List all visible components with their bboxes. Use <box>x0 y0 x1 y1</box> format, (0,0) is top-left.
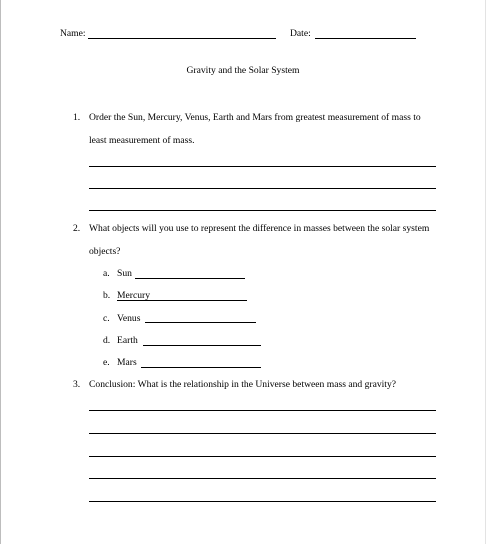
item-d-letter: d. <box>103 335 111 346</box>
question-3-text-line1: Conclusion: What is the relationship in the Universe between mass and gravity? <box>89 379 397 390</box>
answer-line[interactable] <box>89 210 436 211</box>
item-d-label: Earth <box>117 335 138 346</box>
answer-line[interactable] <box>89 456 436 457</box>
question-1-text-line1: Order the Sun, Mercury, Venus, Earth and Mars from greatest measurement of mass to <box>89 112 421 123</box>
question-3-number: 3. <box>73 379 81 390</box>
question-1-number: 1. <box>73 112 81 123</box>
item-a-answer-line[interactable] <box>135 278 245 279</box>
item-a-letter: a. <box>103 268 110 279</box>
item-a-label: Sun <box>117 268 132 279</box>
item-c-letter: c. <box>103 313 110 324</box>
item-d-answer-line[interactable] <box>143 345 261 346</box>
item-b-label: Mercury <box>117 290 151 301</box>
answer-line[interactable] <box>89 478 436 479</box>
item-c-label: Venus <box>117 313 141 324</box>
item-e-label: Mars <box>117 357 137 368</box>
answer-line[interactable] <box>89 501 436 502</box>
answer-line[interactable] <box>89 410 436 411</box>
item-e-answer-line[interactable] <box>141 367 261 368</box>
date-label: Date: <box>290 28 311 39</box>
question-2-number: 2. <box>73 223 81 234</box>
question-2-text-line1: What objects will you use to represent the difference in masses between the solar system <box>89 223 430 234</box>
item-c-answer-line[interactable] <box>145 322 256 323</box>
name-label: Name: <box>60 28 86 39</box>
question-1-text-line2: least measurement of mass. <box>89 135 195 146</box>
item-b-answer-line[interactable] <box>117 300 247 301</box>
date-field-line[interactable] <box>315 38 416 39</box>
question-2-text-line2: objects? <box>89 246 121 257</box>
answer-line[interactable] <box>89 188 436 189</box>
item-e-letter: e. <box>103 357 110 368</box>
item-b-letter: b. <box>103 290 111 301</box>
answer-line[interactable] <box>89 166 436 167</box>
name-field-line[interactable] <box>88 38 276 39</box>
worksheet-title: Gravity and the Solar System <box>186 65 300 76</box>
answer-line[interactable] <box>89 433 436 434</box>
